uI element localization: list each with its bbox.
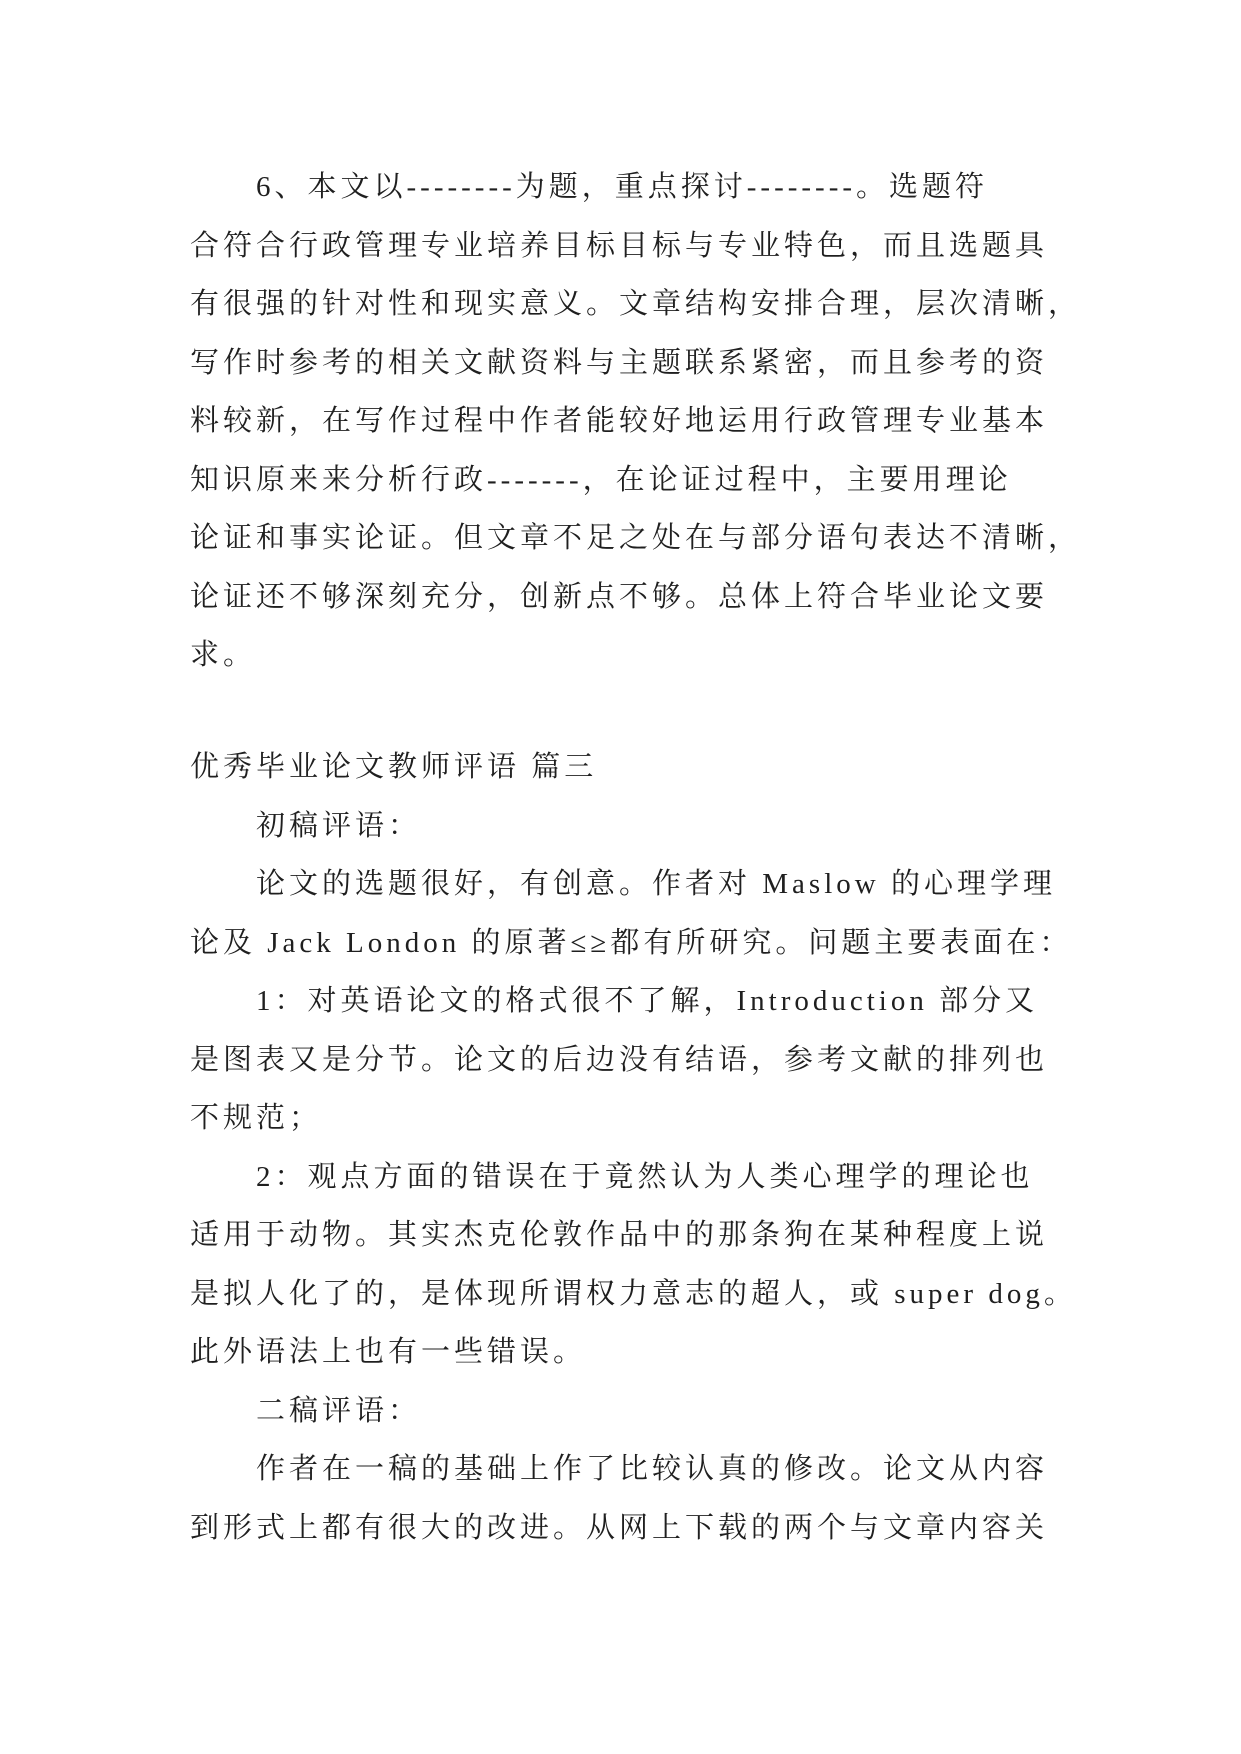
section-heading: 优秀毕业论文教师评语 篇三 bbox=[190, 751, 598, 783]
text-line: 是拟人化了的，是体现所谓权力意志的超人，或 super dog。 bbox=[190, 1277, 1077, 1310]
text-line: 不规范； bbox=[190, 1102, 323, 1134]
paragraph-6 bbox=[190, 158, 1190, 685]
text-line: 论证和事实论证。但文章不足之处在与部分语句表达不清晰， bbox=[190, 522, 1082, 554]
first-draft-label: 初稿评语： bbox=[256, 809, 422, 842]
text-line: 1：对英语论文的格式很不了解，Introduction 部分又 bbox=[256, 985, 1039, 1017]
second-draft-label: 二稿评语： bbox=[256, 1394, 422, 1427]
text-line: 论证还不够深刻充分，创新点不够。总体上符合毕业论文要 bbox=[190, 580, 1049, 613]
text-line: 作者在一稿的基础上作了比较认真的修改。论文从内容 bbox=[256, 1453, 1049, 1485]
text-line: 适用于动物。其实杰克伦敦作品中的那条狗在某种程度上说 bbox=[190, 1219, 1049, 1251]
text-line: 是图表又是分节。论文的后边没有结语，参考文献的排列也 bbox=[190, 1043, 1049, 1076]
text-line: 到形式上都有很大的改进。从网上下载的两个与文章内容关 bbox=[190, 1511, 1049, 1544]
text-line: 求。 bbox=[190, 639, 257, 671]
text-line: 写作时参考的相关文献资料与主题联系紧密，而且参考的资 bbox=[190, 346, 1049, 379]
section-three bbox=[190, 738, 1190, 1557]
text-line: 论及 Jack London 的原著≤≥都有所研究。问题主要表面在： bbox=[190, 926, 1073, 959]
text-line: 6、本文以--------为题，重点探讨--------。选题符 bbox=[256, 171, 989, 203]
text-line: 料较新，在写作过程中作者能较好地运用行政管理专业基本 bbox=[190, 405, 1049, 437]
text-line: 论文的选题很好，有创意。作者对 Maslow 的心理学理 bbox=[256, 868, 1056, 900]
text-line: 2：观点方面的错误在于竟然认为人类心理学的理论也 bbox=[256, 1160, 1034, 1193]
text-line: 合符合行政管理专业培养目标目标与专业特色，而且选题具 bbox=[190, 229, 1049, 262]
text-line: 有很强的针对性和现实意义。文章结构安排合理，层次清晰， bbox=[190, 288, 1082, 320]
text-line: 此外语法上也有一些错误。 bbox=[190, 1336, 587, 1368]
text-line: 知识原来来分析行政-------，在论证过程中，主要用理论 bbox=[190, 463, 1012, 496]
